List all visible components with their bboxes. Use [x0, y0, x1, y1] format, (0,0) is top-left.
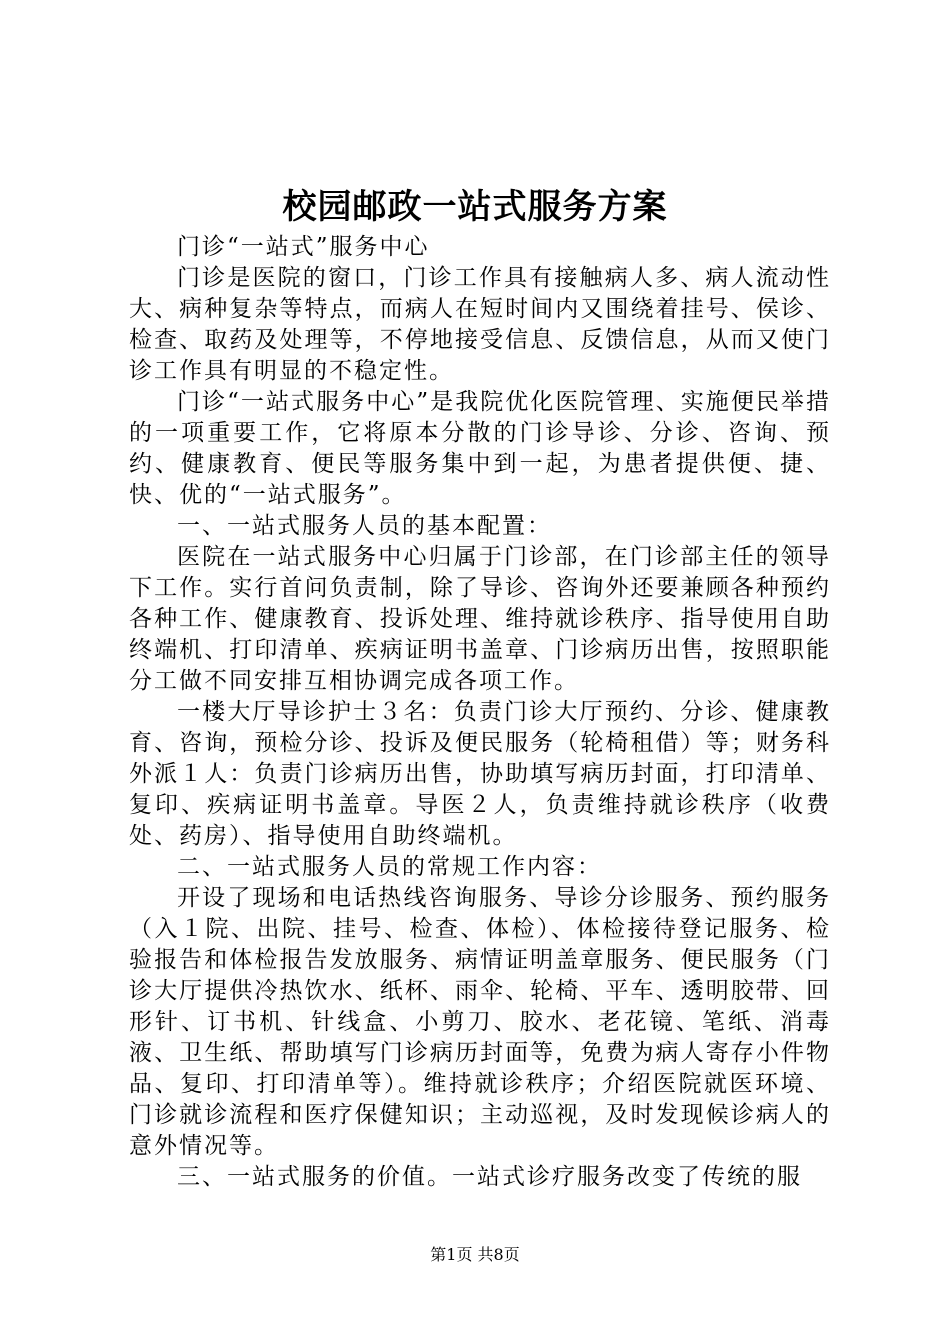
paragraph-staffing-detail: 医院在一站式服务中心归属于门诊部，在门诊部主任的领导下工作。实行首问负责制，除了导诊、咨询外还要兼顾各种预约各种工作、健康教育、投诉处理、维持就诊秩序、指导使用自助终端机、打印清单、疾病证明书盖章、门诊病历出售，按照职能分工做不同安排互相协调完成各项工作。 [129, 544, 831, 694]
document-title: 校园邮政一站式服务方案 [282, 187, 668, 227]
section-heading-value: 三、一站式服务的价值。一站式诊疗服务改变了传统的服 [177, 1164, 802, 1190]
section-heading-intro: 门诊“一站式”服务中心 [177, 234, 430, 260]
paragraph-routine-work-detail: 开设了现场和电话热线咨询服务、导诊分诊服务、预约服务（入１院、出院、挂号、检查、体检）、体检接待登记服务、检验报告和体检报告发放服务、病情证明盖章服务、便民服务（门诊大厅提供冷热饮水、纸杯、雨伞、轮椅、平车、透明胶带、回形针、订书机、针线盒、小剪刀、胶水、老花镜、笔纸、消毒液、卫生纸、帮助填写门诊病历封面等，免费为病人寄存小件物品、复印、打印清单等）。维持就诊秩序；介绍医院就医环境、门诊就诊流程和医疗保健知识；主动巡视，及时发现候诊病人的意外情况等。 [129, 885, 831, 1159]
paragraph-service-center: 门诊“一站式服务中心”是我院优化医院管理、实施便民举措的一项重要工作，它将原本分散的门诊导诊、分诊、咨询、预约、健康教育、便民等服务集中到一起，为患者提供便、捷、快、优的“一站式服务”。 [129, 389, 831, 508]
paragraph-outpatient-window: 门诊是医院的窗口，门诊工作具有接触病人多、病人流动性大、病种复杂等特点，而病人在短时间内又围绕着挂号、侯诊、检查、取药及处理等，不停地接受信息、反馈信息，从而又使门诊工作具有明显的不稳定性。 [129, 265, 831, 384]
page-number-footer: 第1页 共8页 [430, 1245, 520, 1264]
paragraph-staff-assignment: 一楼大厅导诊护士３名：负责门诊大厅预约、分诊、健康教育、咨询，预检分诊、投诉及便民服务（轮椅租借）等；财务科外派１人：负责门诊病历出售，协助填写病历封面，打印清单、复印、疾病证明书盖章。导医２人，负责维持就诊秩序（收费处、药房）、指导使用自助终端机。 [129, 699, 831, 849]
document-body [129, 232, 831, 1193]
section-heading-staffing: 一、一站式服务人员的基本配置： [177, 513, 552, 539]
section-heading-routine-work: 二、一站式服务人员的常规工作内容： [177, 854, 602, 880]
